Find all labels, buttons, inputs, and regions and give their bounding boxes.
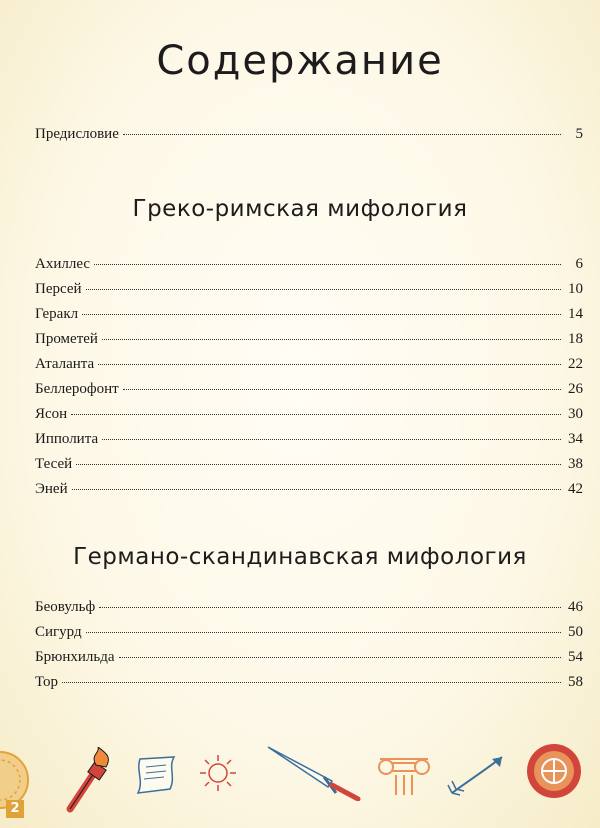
toc-page: 18 [568, 331, 583, 347]
arrow-icon [444, 751, 514, 799]
toc-label: Тесей [35, 456, 73, 472]
toc-label: Предисловие [35, 126, 119, 142]
toc-leader-dots [86, 289, 561, 290]
page-title: Содержание [156, 38, 444, 84]
toc-label: Брюнхильда [35, 649, 115, 665]
toc-page: 54 [568, 649, 583, 665]
toc-page: 58 [568, 674, 583, 690]
sword-icon [262, 741, 372, 801]
toc-leader-dots [82, 314, 561, 315]
toc-leader-dots [86, 632, 561, 633]
toc-leader-dots [72, 489, 561, 490]
toc-leader-dots [119, 657, 562, 658]
toc-row[interactable] [35, 356, 583, 376]
toc-label: Беллерофонт [35, 381, 119, 397]
toc-page: 46 [568, 599, 583, 615]
toc-label: Персей [35, 281, 82, 297]
toc-leader-dots [71, 414, 561, 415]
toc-row[interactable] [35, 649, 583, 669]
toc-leader-dots [102, 439, 561, 440]
toc-page: 10 [568, 281, 583, 297]
toc-row[interactable] [35, 281, 583, 301]
toc-page: 50 [568, 624, 583, 640]
toc-page: 22 [568, 356, 583, 372]
toc-page: 26 [568, 381, 583, 397]
toc-row[interactable] [35, 674, 583, 694]
toc-row[interactable] [35, 481, 583, 501]
toc-row[interactable] [35, 381, 583, 401]
toc-row[interactable] [35, 456, 583, 476]
toc-page: 30 [568, 406, 583, 422]
toc-leader-dots [94, 264, 561, 265]
toc-page: 42 [568, 481, 583, 497]
sun-icon [198, 753, 238, 793]
toc-label: Геракл [35, 306, 79, 322]
toc-row[interactable] [35, 306, 583, 326]
toc-page: 5 [575, 126, 583, 142]
decorative-icon-strip [0, 735, 600, 815]
toc-row[interactable] [35, 624, 583, 644]
scroll-icon [132, 753, 182, 797]
toc-label: Тор [35, 674, 59, 690]
toc-label: Сигурд [35, 624, 82, 640]
section-title-greco-roman: Греко-римская мифология [132, 196, 468, 222]
toc-label: Ахиллес [35, 256, 91, 272]
toc-row[interactable] [35, 599, 583, 619]
toc-leader-dots [98, 364, 561, 365]
column-capital-icon [376, 751, 432, 797]
toc-label: Эней [35, 481, 68, 497]
toc-leader-dots [99, 607, 561, 608]
toc-leader-dots [62, 682, 561, 683]
toc-leader-dots [123, 389, 561, 390]
toc-label: Ясон [35, 406, 68, 422]
toc-label: Аталанта [35, 356, 95, 372]
section-title-norse: Германо-скандинавская мифология [73, 544, 527, 570]
medallion-icon [524, 741, 584, 801]
toc-row-preface[interactable] [35, 126, 583, 146]
toc-label: Прометей [35, 331, 98, 347]
toc-row[interactable] [35, 331, 583, 351]
torch-icon [60, 747, 120, 813]
toc-row[interactable] [35, 431, 583, 451]
toc-label: Ипполита [35, 431, 99, 447]
toc-leader-dots [102, 339, 561, 340]
page-number: 2 [6, 800, 24, 818]
toc-row[interactable] [35, 406, 583, 426]
toc-page: 14 [568, 306, 583, 322]
toc-leader-dots [123, 134, 561, 135]
toc-row[interactable] [35, 256, 583, 276]
toc-page: 34 [568, 431, 583, 447]
toc-leader-dots [76, 464, 561, 465]
toc-page: 38 [568, 456, 583, 472]
toc-page: 6 [575, 256, 583, 272]
toc-label: Беовульф [35, 599, 96, 615]
